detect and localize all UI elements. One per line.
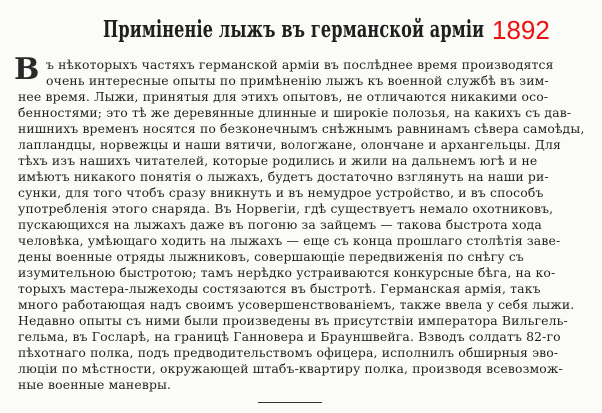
text-line: бенностями; это тѣ же деревянные длинные и широкіе полозья, на какихъ съ дав- xyxy=(18,105,572,120)
text-line: пускающихся на лыжахъ даже въ погоню за зайцемъ — такова быстрота хода xyxy=(18,217,542,232)
text-line: имѣютъ никакого понятія о лыжахъ, будетъ достаточно взглянуть на наши ри- xyxy=(18,169,549,184)
text-line: ные военные маневры. xyxy=(18,377,172,392)
text-line: торыхъ мастера-лыжеходы состязаются въ быстротѣ. Германская армія, такъ xyxy=(18,281,541,296)
text-line: Недавно опыты съ ними были произведены въ присутствіи императора Вильгель- xyxy=(18,313,568,328)
article-title: Приміненіе лыжъ въ германской арміи xyxy=(103,16,485,43)
end-rule xyxy=(258,402,322,403)
drop-cap: В xyxy=(14,52,40,87)
text-line: сунки, для того чтобъ сразу вникнуть и въ немудрое устройство, и въ способъ xyxy=(18,185,544,200)
text-line: ъ нѣкоторыхъ частяхъ германской арміи въ послѣднее время производятся xyxy=(46,57,554,72)
year-label: 1892 xyxy=(492,15,550,45)
text-line: гельма, въ Госларѣ, на границѣ Ганновера и Брауншвейга. Взводъ солдатъ 82-го xyxy=(18,329,561,344)
title-row xyxy=(0,14,602,54)
text-line: человѣка, умѣющаго ходить на лыжахъ — еще съ конца прошлаго столѣтія заве- xyxy=(18,233,561,248)
text-line: очень интересные опыты по примѣненію лыжъ къ военной службѣ въ зим- xyxy=(46,73,549,88)
text-line: употребленія этого снаряда. Въ Норвегіи, гдѣ существуетъ немало охотниковъ, xyxy=(18,201,554,216)
text-line: дены военные отряды лыжниковъ, совершающіе передвиженія по снѣгу съ xyxy=(18,249,524,264)
text-line: нишнихъ временъ носятся по безконечнымъ снѣжнымъ равнинамъ сѣвера самоѣды, xyxy=(18,121,585,136)
text-line: лапландцы, норвежцы и наши вятичи, вологжане, олончане и архангельцы. Для xyxy=(18,137,561,152)
text-line: тѣхъ изъ нашихъ читателей, которые родились и жили на дальнемъ югѣ и не xyxy=(18,153,538,168)
text-line: люціи по мѣстности, окружающей штабъ-квартиру полка, производя всевозмож- xyxy=(18,361,563,376)
text-line: пѣхотнаго полка, подъ предводительствомъ офицера, исполнилъ обширныя эво- xyxy=(18,345,559,360)
text-line: много работающая надъ своимъ усовершенствованіемъ, также ввела у себя лыжи. xyxy=(18,297,575,312)
text-line: изумительною быстротою; тамъ нерѣдко устраиваются конкурсные бѣга, на ко- xyxy=(18,265,556,280)
text-line: нее время. Лыжи, принятыя для этихъ опытовъ, не отличаются никакими осо- xyxy=(18,89,549,104)
